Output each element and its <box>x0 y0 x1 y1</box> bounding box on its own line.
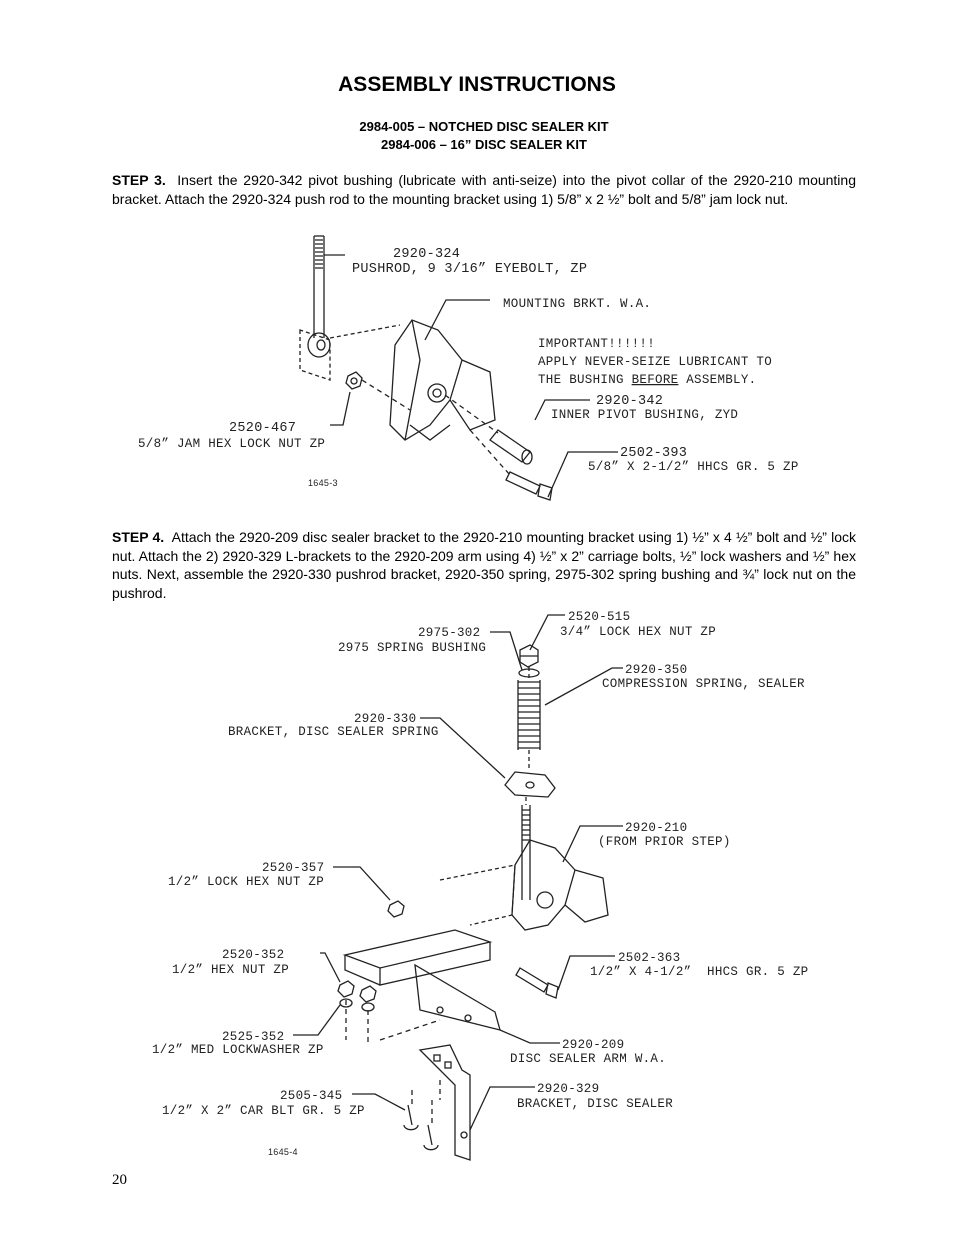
l-bracket-part <box>420 1045 470 1160</box>
step-3-text: Insert the 2920-342 pivot bushing (lubricate with anti-seize) into the pivot collar of the 2920-210 mounting bracket. Attach the 2920-324 push rod to the mounting bracket using 1) 5/8” x 2 ½” bolt and 5/8” jam lock nut. <box>112 172 856 207</box>
callout-2920-342-num: 2920-342 <box>596 394 664 409</box>
callout-2505-345-desc: 1/2” X 2” CAR BLT GR. 5 ZP <box>162 1104 365 1118</box>
callout-2520-352-num: 2520-352 <box>222 948 285 962</box>
callout-2920-329-num: 2920-329 <box>537 1082 600 1096</box>
callout-2920-350-num: 2920-350 <box>625 663 688 677</box>
spring-bracket-part <box>505 772 555 797</box>
callout-2920-329-desc: BRACKET, DISC SEALER <box>517 1097 674 1111</box>
compression-spring-part <box>518 680 540 750</box>
figure-id-1645-3: 1645-3 <box>308 478 338 488</box>
callout-2520-467-num: 2520-467 <box>229 421 297 436</box>
callout-2502-363-num: 2502-363 <box>618 951 681 965</box>
step-3-label: STEP 3. <box>112 172 166 188</box>
callout-2502-393-num: 2502-393 <box>620 446 688 461</box>
step-4-text: Attach the 2920-209 disc sealer bracket to the 2920-210 mounting bracket using 1) ½” x 4 ½” bolt and ½” lock nut. Attach the 2) 2920-329 L-brackets to the 2920-209 arm using 4) ½” x 2” carriage bolts, ½” lock washers and ½” hex nuts. Next, assemble the 2920-330 pushrod bracket, 2920-350 spring, 2975-302 spring bushing and ¾” lock nut on the pushrod. <box>112 529 856 601</box>
callout-2975-302-num: 2975-302 <box>418 626 481 640</box>
carriage-bolts-part <box>404 1105 438 1150</box>
page-title: ASSEMBLY INSTRUCTIONS <box>338 73 616 96</box>
callout-2920-330-num: 2920-330 <box>354 712 417 726</box>
kit-line-2: 2984-006 – 16” DISC SEALER KIT <box>381 137 587 152</box>
callout-2520-352-desc: 1/2” HEX NUT ZP <box>172 963 290 977</box>
callout-2520-515-desc: 3/4” LOCK HEX NUT ZP <box>560 625 717 639</box>
hhcs-half-part <box>516 968 558 998</box>
mounting-bracket-210-part <box>512 840 608 930</box>
lock-nut-34-part <box>520 645 538 667</box>
callout-2525-352-desc: 1/2” MED LOCKWASHER ZP <box>152 1043 324 1057</box>
lock-nut-half-part <box>388 901 404 917</box>
callout-2505-345-num: 2505-345 <box>280 1089 343 1103</box>
callout-2920-330-desc: BRACKET, DISC SEALER SPRING <box>228 725 439 739</box>
callout-2920-324-num: 2920-324 <box>393 247 461 262</box>
callout-2520-467-desc: 5/8” JAM HEX LOCK NUT ZP <box>138 437 326 451</box>
kit-line-1: 2984-005 – NOTCHED DISC SEALER KIT <box>359 119 609 134</box>
callout-2920-209-num: 2920-209 <box>562 1038 625 1052</box>
callout-2520-357-desc: 1/2” LOCK HEX NUT ZP <box>168 875 325 889</box>
callout-2975-302-desc: 2975 SPRING BUSHING <box>338 641 487 655</box>
callout-2920-209-desc: DISC SEALER ARM W.A. <box>510 1052 667 1066</box>
callout-2920-342-desc: INNER PIVOT BUSHING, ZYD <box>551 408 739 422</box>
step-4-label: STEP 4. <box>112 529 165 545</box>
callout-2520-357-num: 2520-357 <box>262 861 325 875</box>
callout-2502-393-desc: 5/8” X 2-1/2” HHCS GR. 5 ZP <box>588 460 799 474</box>
callout-2525-352-num: 2525-352 <box>222 1030 285 1044</box>
callout-2920-210-num: 2920-210 <box>625 821 688 835</box>
callout-2520-515-num: 2520-515 <box>568 610 631 624</box>
callout-2920-350-desc: COMPRESSION SPRING, SEALER <box>602 677 805 691</box>
page-number: 20 <box>112 1172 127 1188</box>
callout-2502-363-desc: 1/2” X 4-1/2” HHCS GR. 5 ZP <box>590 965 809 979</box>
note-important: IMPORTANT!!!!!! <box>538 337 656 351</box>
hex-nuts-part <box>338 981 376 1011</box>
callout-mounting-bracket: MOUNTING BRKT. W.A. <box>503 297 652 311</box>
note-bushing-before-assembly: THE BUSHING BEFORE ASSEMBLY. <box>538 373 757 387</box>
callout-2920-210-desc: (FROM PRIOR STEP) <box>598 835 731 849</box>
callout-2920-324-desc: PUSHROD, 9 3/16” EYEBOLT, ZP <box>352 262 588 277</box>
note-apply-never-seize: APPLY NEVER-SEIZE LUBRICANT TO <box>538 355 773 369</box>
figure-id-1645-4: 1645-4 <box>268 1147 298 1157</box>
